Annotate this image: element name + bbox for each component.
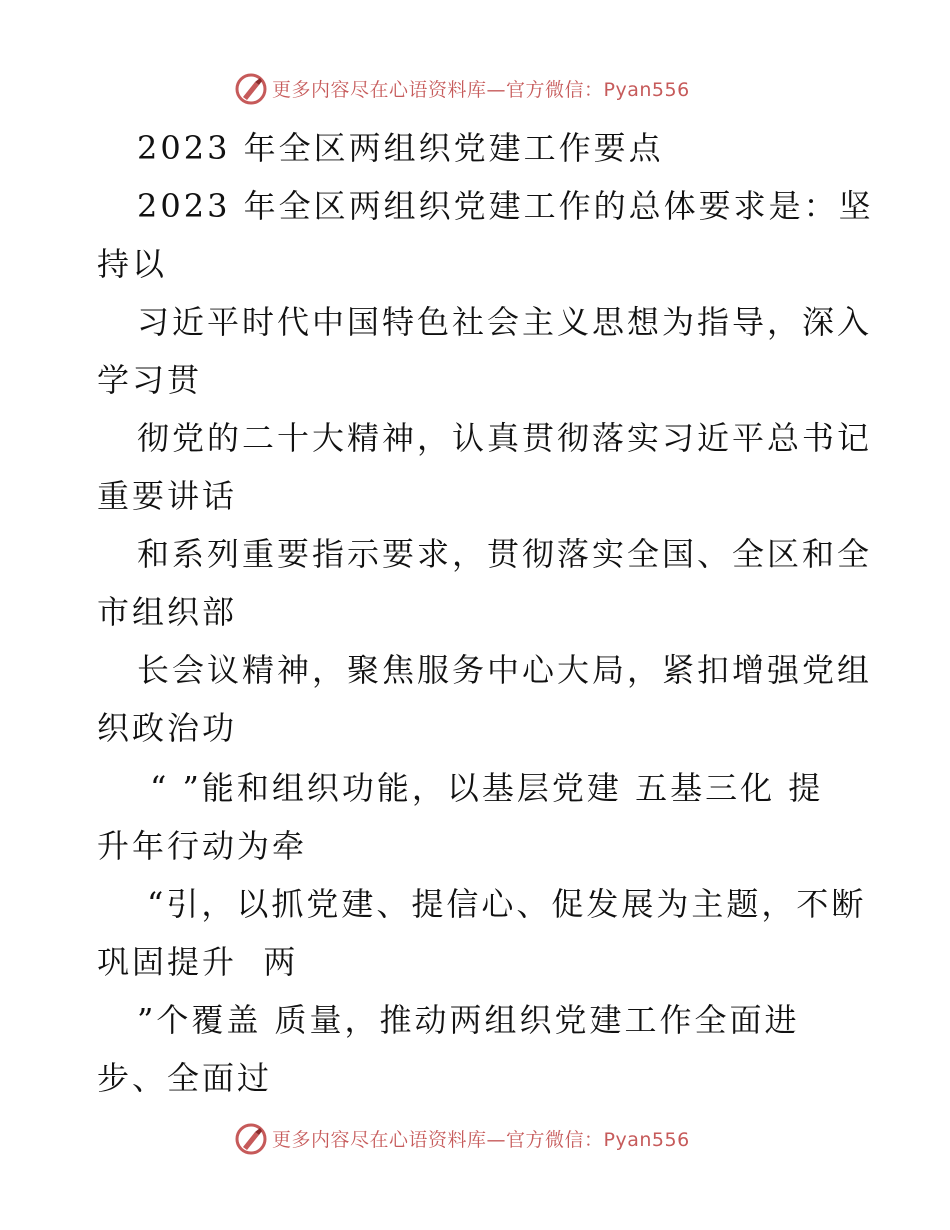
pen-nib-circle-icon xyxy=(234,1122,268,1156)
watermark-text: 更多内容尽在心语资料库—官方微信：Pyan556 xyxy=(272,79,690,101)
text-line: 2023 年全区两组织党建工作的总体要求是：坚 xyxy=(137,187,874,225)
text-line: 长会议精神，聚焦服务中心大局，紧扣增强党组 xyxy=(137,651,873,689)
text-line: 持以 xyxy=(97,245,168,283)
text-line: 步、全面过 xyxy=(97,1059,273,1097)
text-line: 升年行动为牵 xyxy=(97,827,308,865)
header-watermark xyxy=(0,70,950,110)
pen-nib-circle-icon xyxy=(234,72,268,106)
text-line: 习近平时代中国特色社会主义思想为指导，深入 xyxy=(137,303,873,341)
text-line: 重要讲话 xyxy=(97,477,238,515)
watermark-text: 更多内容尽在心语资料库—官方微信：Pyan556 xyxy=(272,1129,690,1151)
text-line: 彻党的二十大精神，认真贯彻落实习近平总书记 xyxy=(137,419,873,457)
text-line: “ ”能和组织功能，以基层党建 五基三化 提 xyxy=(150,769,824,807)
text-line: 和系列重要指示要求，贯彻落实全国、全区和全 xyxy=(137,535,873,573)
text-line: 织政治功 xyxy=(97,709,238,747)
footer-watermark xyxy=(0,1120,950,1160)
text-line: 巩固提升 两 xyxy=(97,943,299,981)
text-line: ”个覆盖 质量，推动两组织党建工作全面进 xyxy=(137,1001,800,1039)
text-line: “引，以抓党建、提信心、促发展为主题，不断 xyxy=(147,885,867,923)
text-line: 学习贯 xyxy=(97,361,203,399)
doc-title: 2023 年全区两组织党建工作要点 xyxy=(137,129,664,167)
text-line: 市组织部 xyxy=(97,593,238,631)
